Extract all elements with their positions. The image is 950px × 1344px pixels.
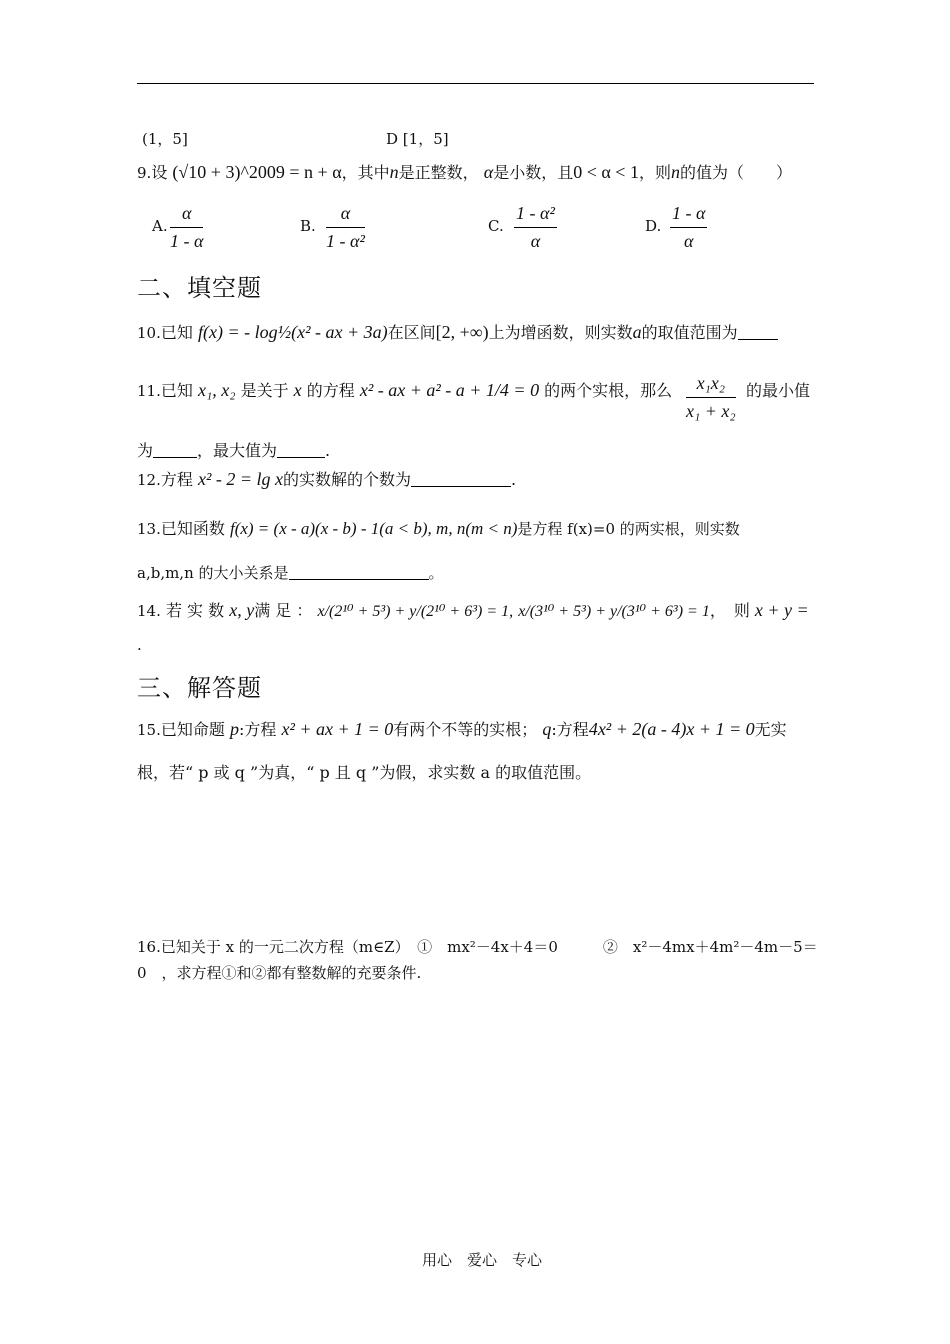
q14-ask: x + y = — [754, 600, 809, 620]
page-footer: 用心 爱心 专心 — [422, 1251, 543, 1269]
q15-equation-1: x² + ax + 1 = 0 — [281, 719, 394, 739]
q10-text-4: 的取值范围为 — [641, 323, 738, 342]
q15-text-5: 无实 — [754, 720, 787, 739]
q12-number: 12. — [137, 471, 161, 489]
q9-text-1: 设 — [151, 163, 168, 182]
q9-n: n — [389, 162, 399, 182]
q13-text-2: 是方程 f(x)=0 的两实根，则实数 — [517, 520, 740, 538]
q11-line-2-c: . — [325, 441, 331, 460]
q9-option-d-numerator: 1 - α — [670, 203, 707, 228]
q15-text-2: :方程 — [238, 720, 277, 739]
q11-line-2-a: 为 — [137, 441, 154, 460]
q15-line-2: 根，若“ p 或 q ”为真，“ p 且 q ”为假，求实数 a 的取值范围。 — [137, 763, 592, 782]
q11-text-1: 已知 — [160, 381, 193, 400]
q11-stem — [137, 378, 672, 401]
q12-equation: x² - 2 = lg x — [197, 469, 283, 489]
header-rule — [137, 83, 814, 84]
q10-text-2: 在区间 — [387, 323, 436, 342]
q9-text-4: 是小数，且 — [493, 163, 574, 182]
q11-x: x — [293, 380, 302, 400]
q9-option-c-label: C. — [488, 217, 504, 235]
q9-alpha: α — [483, 162, 494, 182]
q9-n-2: n — [670, 162, 680, 182]
q9-option-a-fraction — [170, 203, 203, 252]
q13-line-2-text: a,b,m,n 的大小关系是 — [137, 564, 289, 582]
q12-text-2: 的实数解的个数为 — [283, 470, 412, 489]
q8-option-d: D [1，5] — [386, 130, 449, 148]
q11-number: 11. — [137, 382, 161, 400]
q11-text-5: 的最小值 — [746, 381, 811, 400]
q12-answer-blank — [411, 472, 511, 487]
q10-number: 10. — [137, 324, 161, 342]
q15-stem — [137, 717, 787, 740]
q9-option-a-label: A. — [152, 217, 168, 235]
q9-option-b-denominator: 1 - α² — [326, 231, 365, 251]
q13-stem — [137, 516, 740, 539]
q9-text-5: ，则 — [638, 163, 671, 182]
q16-line-2: 0 ，求方程①和②都有整数解的充要条件. — [137, 964, 422, 982]
q9-option-d-denominator: α — [684, 231, 694, 251]
q11-min-blank — [153, 443, 197, 458]
q9-condition: 0 < α < 1 — [573, 162, 639, 182]
q13-text-1: 已知函数 — [160, 519, 225, 538]
q14-text-2: 满 足 ： — [254, 601, 313, 620]
q11-equation: x² - ax + a² - a + 1/4 = 0 — [359, 380, 540, 400]
q9-text-2: ，其中 — [341, 163, 390, 182]
q14-stem — [137, 598, 817, 621]
q12-text-1: 方程 — [160, 470, 193, 489]
q11-text-2: 是关于 — [240, 381, 289, 400]
q10-function: f(x) = - log½(x² - ax + 3a) — [197, 322, 388, 342]
q9-option-c-denominator: α — [530, 231, 541, 251]
q10-a: a — [632, 322, 642, 342]
q11-text-3: 的方程 — [306, 381, 355, 400]
q11-fraction-denominator: x₁ + x₂ — [686, 401, 736, 421]
q9-option-b-fraction — [326, 203, 365, 252]
q10-text-3: 上为增函数，则实数 — [488, 323, 633, 342]
q14-equation-2: x/(3¹⁰ + 5³) + y/(3¹⁰ + 6³) = 1 — [518, 603, 710, 620]
q9-option-d-fraction — [670, 203, 707, 252]
q15-q: q — [542, 719, 552, 739]
q9-option-d-label: D. — [645, 217, 662, 235]
q10-interval: [2, +∞) — [435, 322, 489, 342]
q13-answer-blank — [289, 565, 429, 580]
q11-max-blank — [277, 443, 325, 458]
q10-text-1: 已知 — [160, 323, 193, 342]
section-fill-in-title: 二、填空题 — [137, 274, 262, 302]
q13-line-2 — [137, 562, 444, 583]
q15-text-4: :方程 — [551, 720, 589, 739]
q9-stem — [137, 160, 817, 183]
q9-option-c-fraction — [514, 203, 557, 252]
q14-line-2: . — [137, 636, 142, 654]
q11-text-4: 的两个实根，那么 — [544, 381, 673, 400]
q13-number: 13. — [137, 520, 161, 538]
q9-expression: (√10 + 3)^2009 = n + α — [172, 162, 342, 182]
q14-text-1: 若 实 数 — [165, 601, 225, 620]
q9-option-c-numerator: 1 - α² — [514, 203, 557, 228]
q9-option-b-label: B. — [300, 217, 316, 235]
q10-stem — [137, 320, 778, 343]
q10-answer-blank — [738, 325, 778, 340]
q13-function: f(x) = (x - a)(x - b) - 1(a < b), m, n(m < n) — [229, 519, 518, 538]
q16-line-1: 16.已知关于 x 的一元二次方程（m∈Z） ① mx²－4x＋4＝0 ② x²－4mx＋4m²－4m－5＝ — [137, 938, 818, 956]
q15-number: 15. — [137, 721, 161, 739]
section-solve-title: 三、解答题 — [137, 674, 262, 702]
q9-option-a-denominator: 1 - α — [170, 231, 204, 251]
q14-number: 14. — [137, 602, 161, 620]
q12-stem — [137, 467, 516, 490]
q14-equation-1: x/(2¹⁰ + 5³) + y/(2¹⁰ + 6³) = 1, — [317, 603, 514, 620]
q9-number: 9. — [137, 164, 152, 182]
q15-equation-2: 4x² + 2(a - 4)x + 1 = 0 — [588, 719, 755, 739]
q14-text-3: ， 则 — [709, 601, 750, 620]
q15-p: p — [229, 719, 239, 739]
q11-fraction — [686, 373, 736, 422]
q15-text-3: 有两个不等的实根； — [393, 720, 538, 739]
q15-text-1: 已知命题 — [160, 720, 225, 739]
q9-option-a-numerator: α — [170, 203, 203, 228]
q11-variables: x₁, x₂ — [197, 380, 236, 400]
q8-option-c: (1，5] — [142, 130, 188, 148]
q12-text-3: . — [511, 470, 517, 489]
q11-line-2 — [137, 438, 330, 461]
q13-end: 。 — [428, 564, 444, 582]
q9-option-b-numerator: α — [326, 203, 365, 228]
q11-line-2-b: ，最大值为 — [197, 441, 278, 460]
q9-text-6: 的值为（ ） — [679, 163, 792, 182]
q11-fraction-numerator: x₁x₂ — [686, 373, 736, 398]
q14-variables: x, y — [229, 600, 255, 620]
q9-text-3: 是正整数， — [398, 163, 479, 182]
